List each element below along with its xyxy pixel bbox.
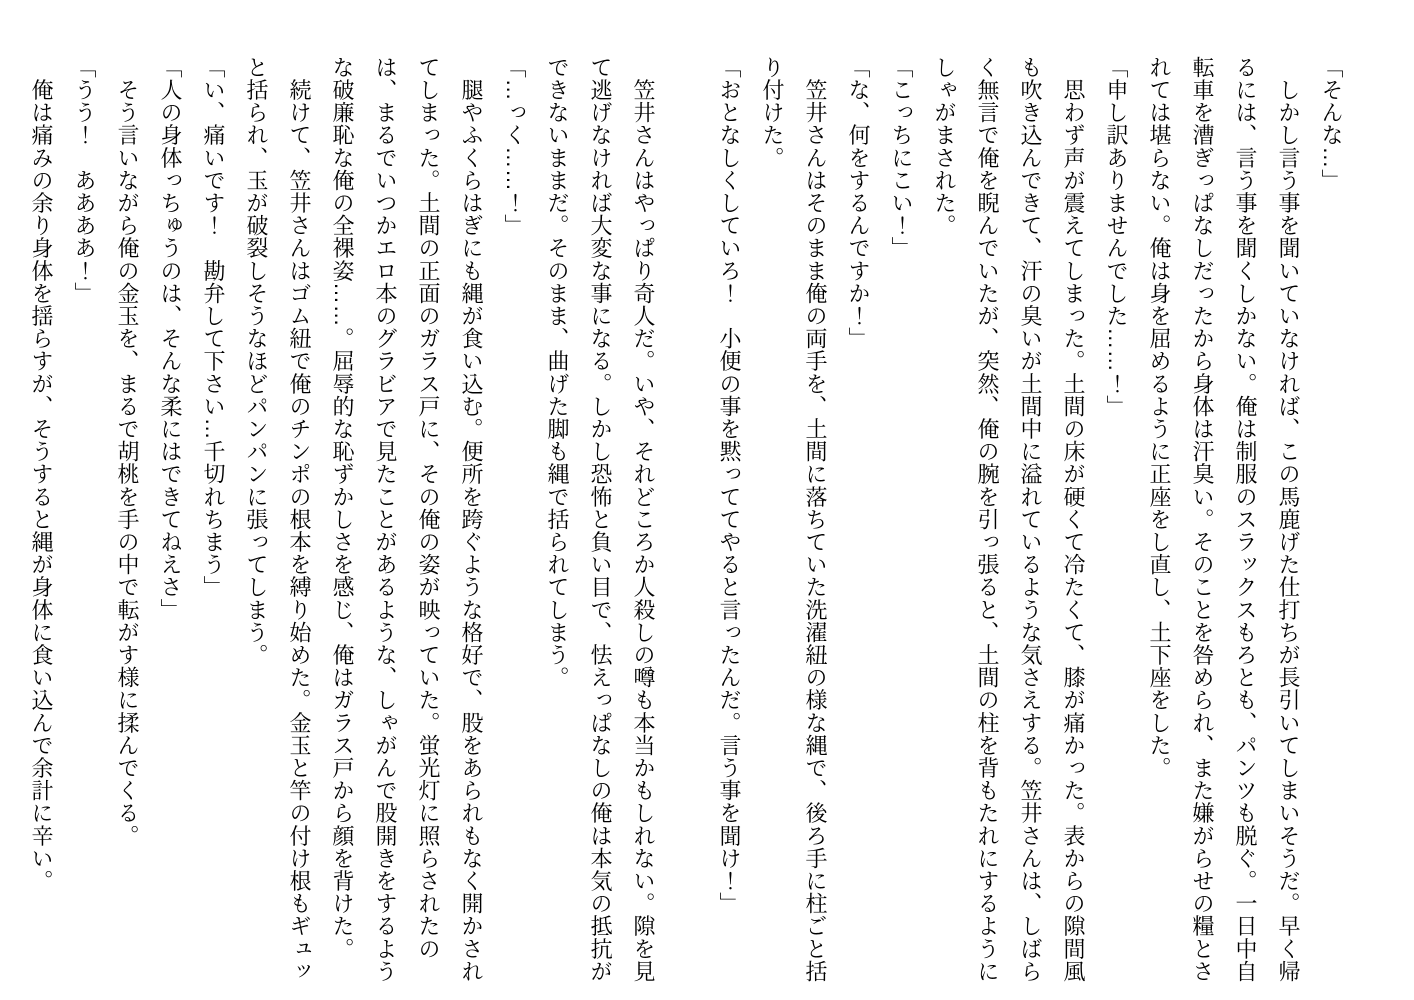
text-line: も吹き込んできて、汗の臭いが土間中に溢れているような気さえする。笠井さんは、しばら [1018,56,1043,983]
text-line: く無言で俺を睨んでいたが、突然、俺の腕を引っ張ると、土間の柱を背もたれにするように [975,56,1000,983]
text-line: 「い、痛いです！ 勘弁して下さい…千切れちまう」 [201,56,226,599]
text-line: しゃがまされた。 [932,56,957,237]
text-line: るには、言う事を聞くしかない。俺は制服のスラックスもろとも、パンツも脱ぐ。一日中自 [1233,56,1258,983]
text-line: 俺は痛みの余り身体を揺らすが、そうすると縄が身体に食い込んで余計に辛い。 [29,56,54,893]
text-line: 「人の身体っちゅうのは、そんな柔にはできてねえさ」 [158,56,183,621]
text-line: 「な、何をするんですか！」 [846,56,871,350]
text-line: そう言いながら俺の金玉を、まるで胡桃を手の中で転がす様に揉んでくる。 [115,56,140,847]
text-line: 「うう！ ああああ！」 [72,56,97,305]
text-line: 笠井さんはやっぱり奇人だ。いや、それどころか人殺しの噂も本当かもしれない。隙を見 [631,56,656,983]
text-line: 「おとなしくしていろ！ 小便の事を黙っててやると言ったんだ。言う事を聞け！」 [717,56,742,915]
text-line: は、まるでいつかエロ本のグラビアで見たことがあるような、しゃがんで股開きをするよう [373,56,398,983]
text-line: できないままだ。そのまま、曲げた脚も縄で括られてしまう。 [545,56,570,689]
text-line: 腿やふくらはぎにも縄が食い込む。便所を跨ぐような格好で、股をあられもなく開かされ [459,56,484,983]
text-line: 「そんな…」 [1319,56,1344,192]
text-line: 「申し訳ありませんでした……！」 [1104,56,1129,418]
text-line: と括られ、玉が破裂しそうなほどパンパンに張ってしまう。 [244,56,269,667]
text-line: 笠井さんはそのまま俺の両手を、土間に落ちていた洗濯紐の様な縄で、後ろ手に柱ごと括 [803,56,828,983]
text-line: しかし言う事を聞いていなければ、この馬鹿げた仕打ちが長引いてしまいそうだ。早く帰 [1276,56,1301,983]
text-line: 「…っく……！」 [502,56,527,237]
text-line: て逃げなければ大変な事になる。しかし恐怖と負い目で、怯えっぱなしの俺は本気の抵抗が [588,56,613,983]
text-line [665,56,708,992]
text-line: てしまった。土間の正面のガラス戸に、その俺の姿が映っていた。蛍光灯に照らされたの [416,56,441,960]
text-line: な破廉恥な俺の全裸姿……。屈辱的な恥ずかしさを感じ、俺はガラス戸から顔を背けた。 [330,56,355,960]
text-line: 「こっちにこい！」 [889,56,914,260]
text-line: 思わず声が震えてしまった。土間の床が硬くて冷たくて、膝が痛かった。表からの隙間風 [1061,56,1086,983]
text-line: り付けた。 [760,56,785,169]
text-line: れては堪らない。俺は身を屈めるように正座をし直し、土下座をした。 [1147,56,1172,780]
text-line: 転車を漕ぎっぱなしだったから身体は汗臭い。そのことを咎められ、また嫌がらせの糧とさ [1190,56,1215,983]
text-line: 続けて、笠井さんはゴム紐で俺のチンポの根本を縛り始めた。金玉と竿の付け根もギュッ [287,56,312,983]
